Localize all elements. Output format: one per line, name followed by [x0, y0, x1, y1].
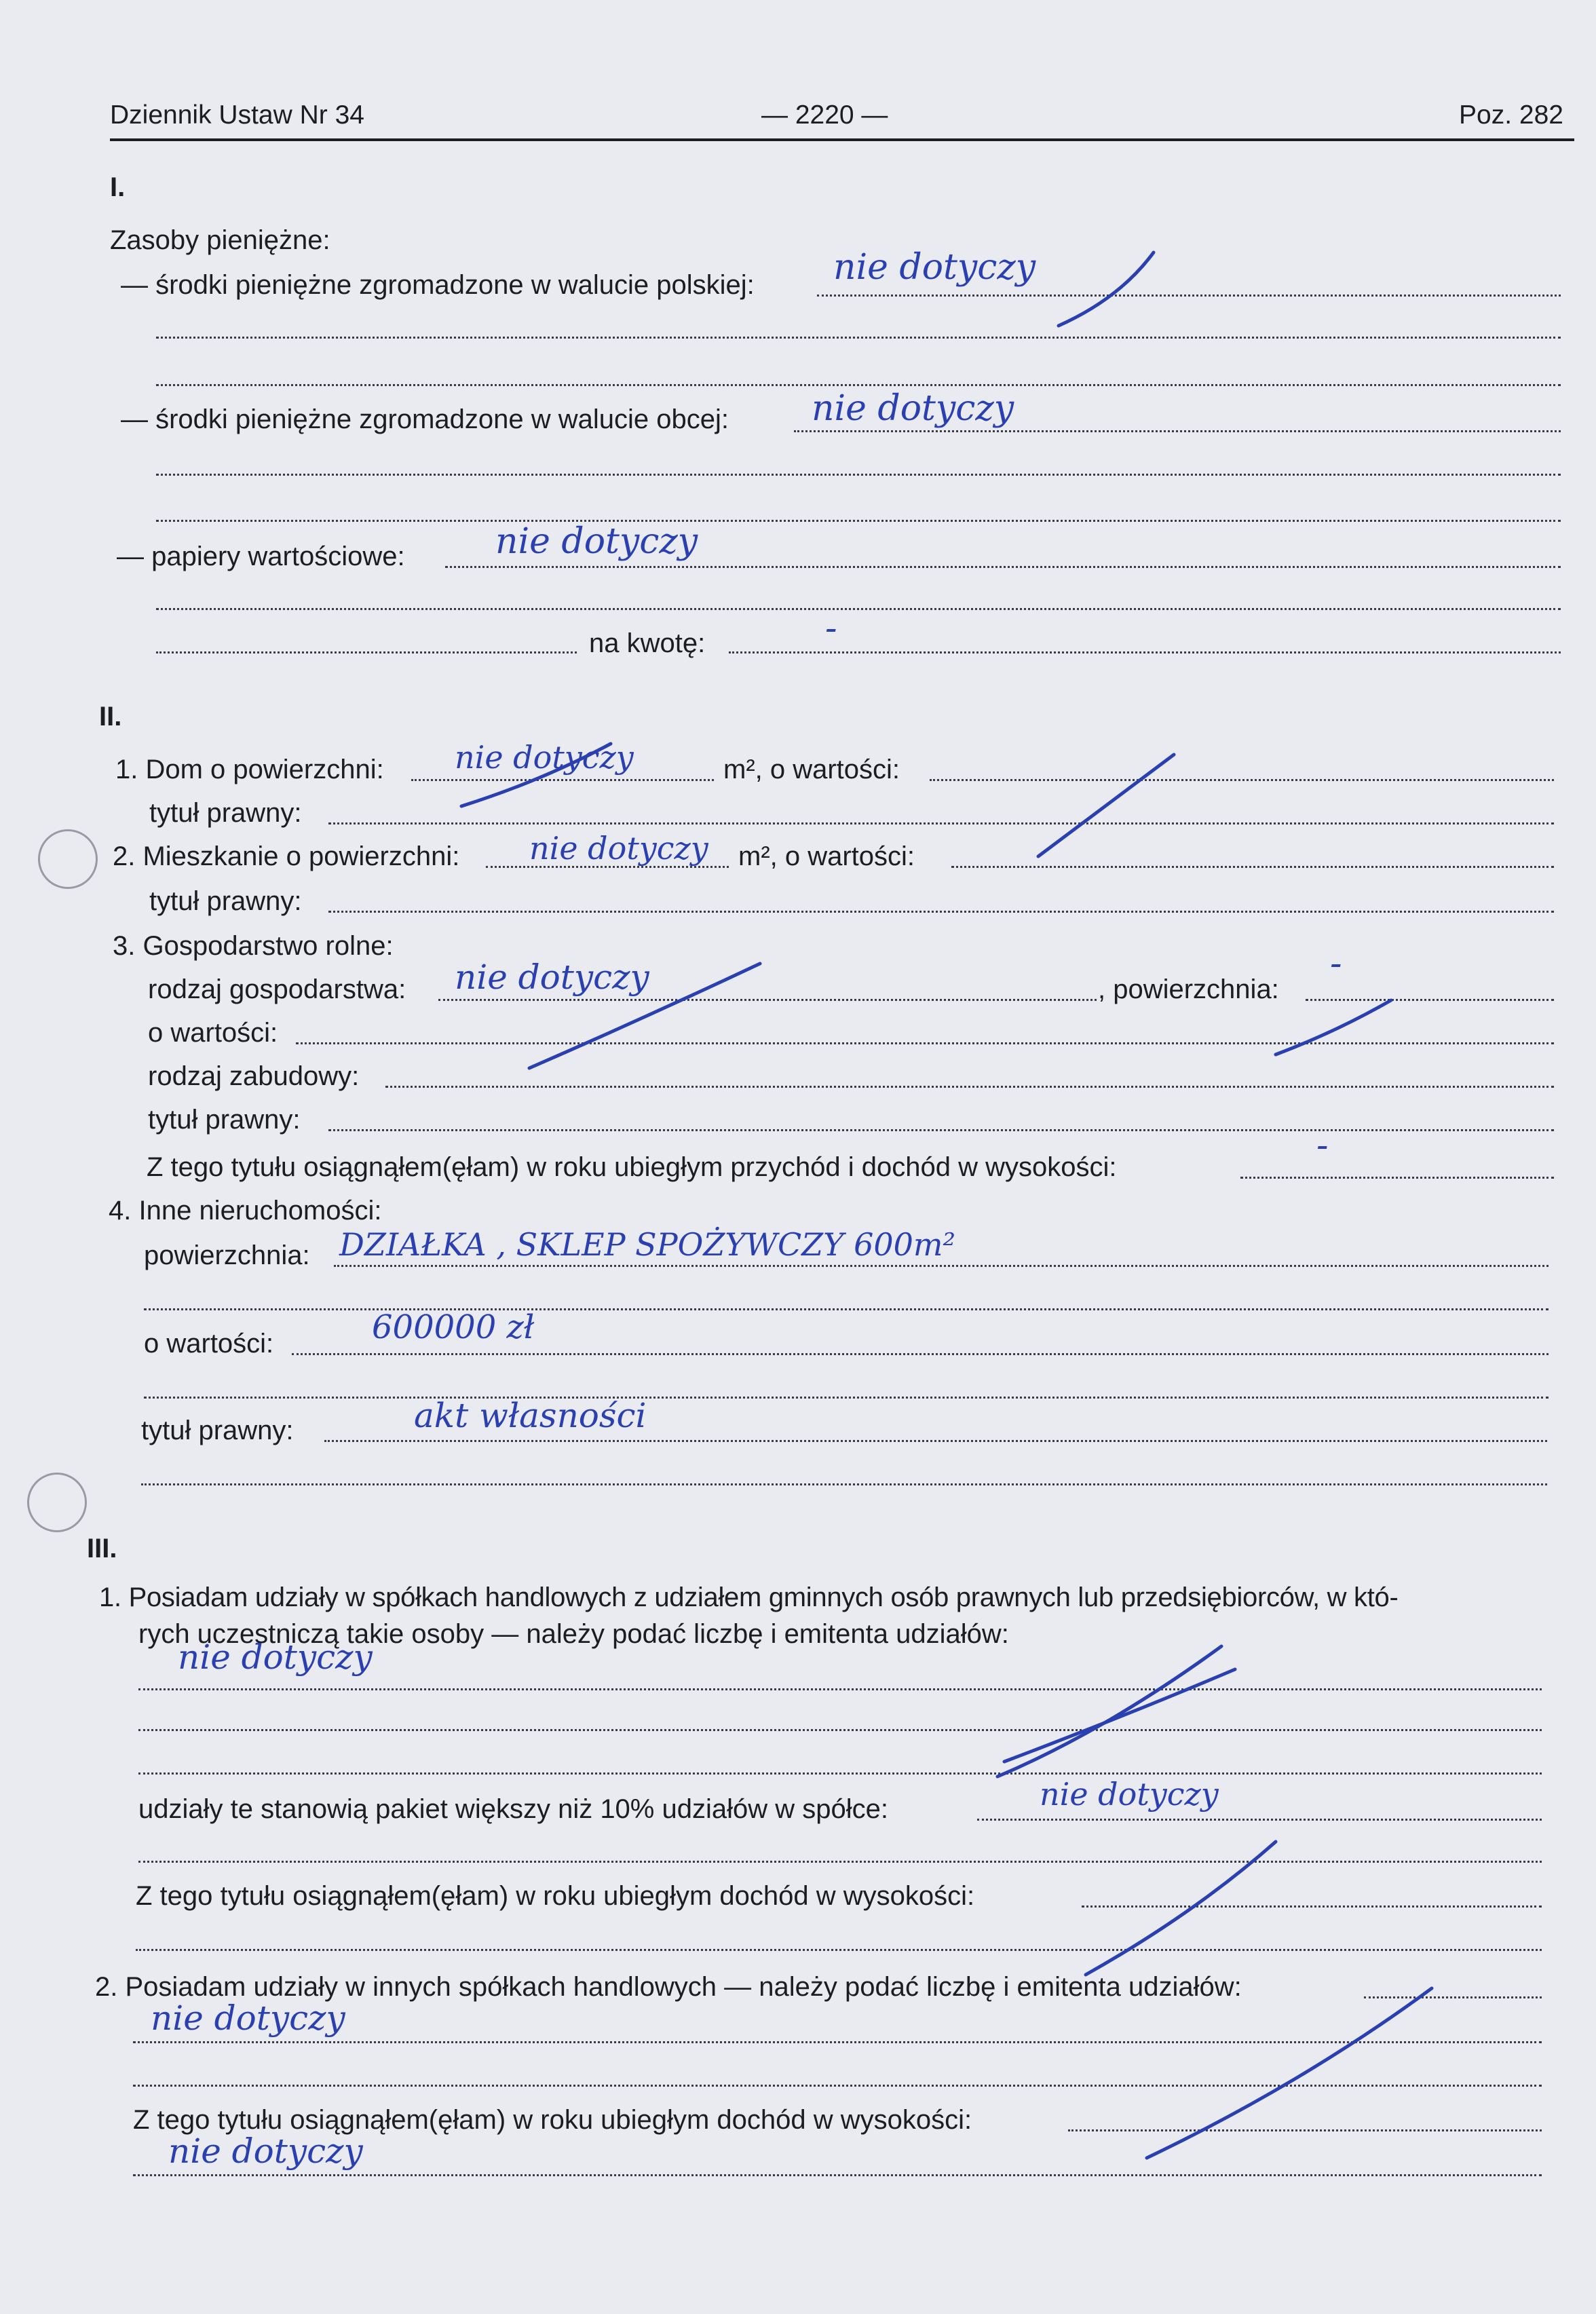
package-value: nie dotyczy — [1040, 1776, 1219, 1813]
section-2-number: II. — [99, 702, 122, 732]
amount-value: - — [825, 608, 837, 649]
shares-municipal-line-1: 1. Posiadam udziały w spółkach handlowych z udziałem gminnych osób prawnych lub przedsiębiorców, w któ- — [99, 1582, 1399, 1612]
section-1-number: I. — [110, 172, 126, 202]
flat-area-value: nie dotyczy — [529, 830, 708, 867]
securities-label: — papiery wartościowe: — [117, 542, 405, 571]
other-title-label: tytuł prawny: — [141, 1416, 294, 1445]
farm-type-value: nie dotyczy — [455, 957, 649, 997]
shares-other-income-label: Z tego tytułu osiągnąłem(ęłam) w roku ubiegłym dochód w wysokości: — [133, 2105, 972, 2135]
other-value-value: 600000 zł — [372, 1308, 535, 1346]
other-title-value: akt własności — [414, 1396, 647, 1435]
farm-area-label: , powierzchnia: — [1098, 974, 1279, 1004]
foreign-funds-label: — środki pieniężne zgromadzone w walucie obcej: — [121, 404, 729, 434]
flat-title-label: tytuł prawny: — [149, 886, 302, 916]
house-unit-label: m², o wartości: — [723, 755, 900, 784]
dash-stroke-house — [461, 744, 611, 806]
farm-title-label: tytuł prawny: — [148, 1105, 301, 1135]
dash-stroke-shares-income — [1086, 1842, 1276, 1975]
other-property-label: 4. Inne nieruchomości: — [109, 1196, 382, 1226]
shares-municipal-income-label: Z tego tytułu osiągnąłem(ęłam) w roku ubiegłym dochód w wysokości: — [136, 1881, 975, 1911]
shares-other-value: nie dotyczy — [151, 1998, 345, 2038]
dash-stroke-shares-a — [998, 1646, 1221, 1777]
shares-other-label: 2. Posiadam udziały w innych spółkach handlowych — należy podać liczbę i emitenta udziałów: — [95, 1972, 1242, 2002]
amount-label: na kwotę: — [589, 628, 706, 658]
securities-value: nie dotyczy — [495, 521, 698, 562]
shares-municipal-line-2: rych uczestniczą takie osoby — należy podać liczbę i emitenta udziałów: — [138, 1619, 1009, 1649]
dash-stroke-farm-area — [1276, 1000, 1391, 1055]
house-title-label: tytuł prawny: — [149, 798, 302, 828]
foreign-funds-value: nie dotyczy — [812, 388, 1014, 429]
flat-label: 2. Mieszkanie o powierzchni: — [113, 841, 460, 871]
other-value-label: o wartości: — [144, 1329, 274, 1359]
flat-unit-label: m², o wartości: — [738, 841, 915, 871]
dash-stroke-shares-b — [1004, 1669, 1235, 1762]
farm-build-label: rodzaj zabudowy: — [148, 1061, 360, 1091]
section-1-title: Zasoby pieniężne: — [110, 225, 330, 255]
dash-stroke-shares-other — [1147, 1988, 1432, 2158]
dash-stroke-farm-type — [529, 964, 760, 1068]
farm-area-value: - — [1330, 943, 1342, 984]
pln-funds-label: — środki pieniężne zgromadzone w walucie polskiej: — [121, 270, 755, 300]
other-area-label: powierzchnia: — [144, 1240, 310, 1270]
farm-income-value: - — [1316, 1125, 1329, 1166]
position-number: Poz. 282 — [1459, 100, 1563, 130]
farm-income-label: Z tego tytułu osiągnąłem(ęłam) w roku ubiegłym przychód i dochód w wysokości: — [147, 1152, 1117, 1182]
pln-funds-value: nie dotyczy — [833, 247, 1036, 288]
house-area-value: nie dotyczy — [455, 739, 634, 776]
package-label: udziały te stanowią pakiet większy niż 10% udziałów w spółce: — [138, 1794, 888, 1824]
journal-title: Dziennik Ustaw Nr 34 — [110, 100, 364, 130]
farm-label: 3. Gospodarstwo rolne: — [113, 931, 394, 961]
dash-stroke-flat — [1038, 755, 1174, 856]
shares-other-income-value: nie dotyczy — [168, 2131, 363, 2171]
house-label: 1. Dom o powierzchni: — [115, 755, 384, 784]
farm-type-label: rodzaj gospodarstwa: — [148, 974, 406, 1004]
farm-value-label: o wartości: — [148, 1018, 278, 1048]
page-number: — 2220 — — [761, 100, 888, 130]
dash-stroke-pln — [1059, 252, 1154, 326]
shares-municipal-value: nie dotyczy — [178, 1637, 373, 1677]
section-3-number: III. — [87, 1534, 117, 1563]
other-area-value: DZIAŁKA , SKLEP SPOŻYWCZY 600m² — [339, 1226, 955, 1263]
